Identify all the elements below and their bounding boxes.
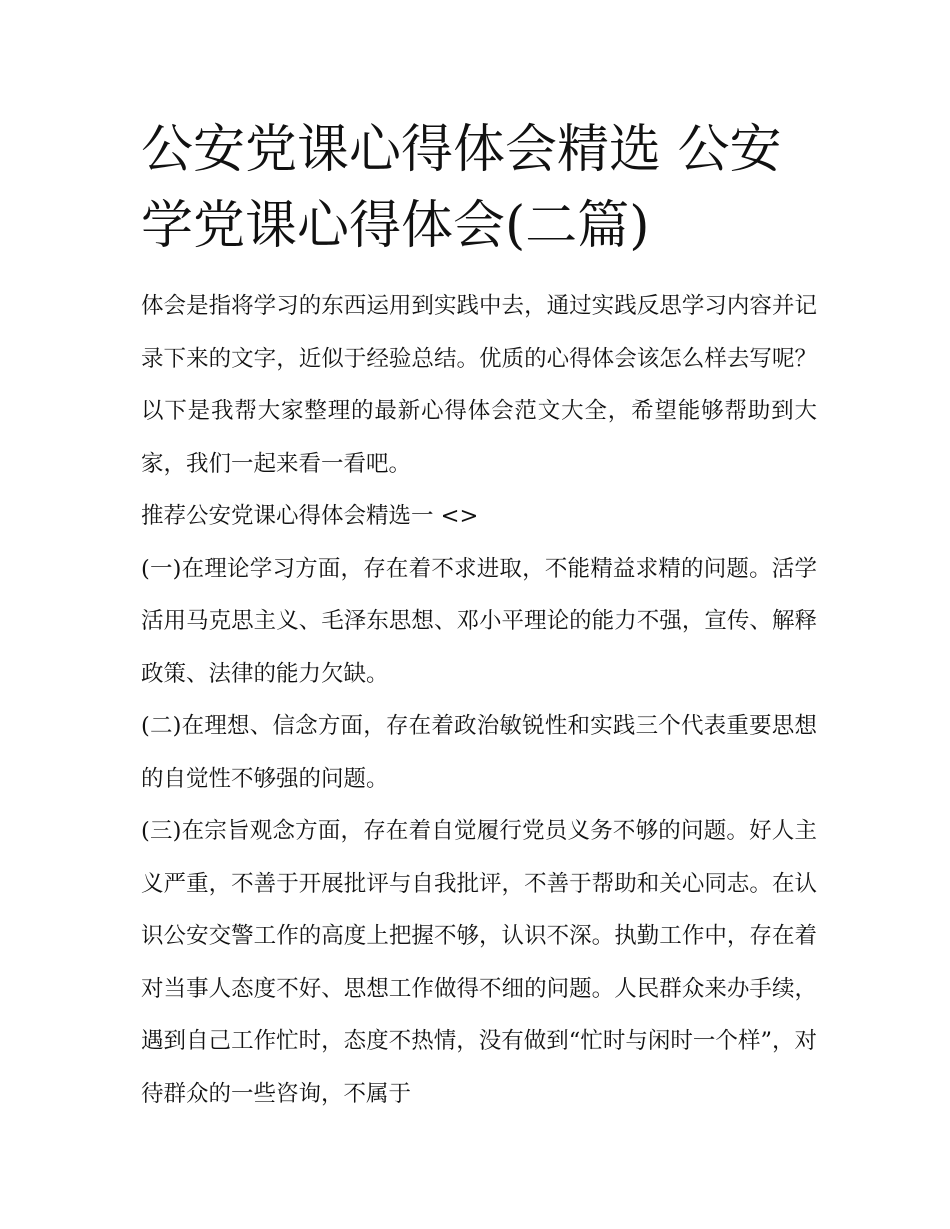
document-title: 公安党课心得体会精选 公安学党课心得体会(二篇) (141, 120, 782, 256)
section-heading: 推荐公安党课心得体会精选一 <> (141, 503, 479, 529)
intro-paragraph: 体会是指将学习的东西运用到实践中去，通过实践反思学习内容并记录下来的文字，近似于经验总结。优质的心得体会该怎么样去写呢？以下是我帮大家整理的最新心得体会范文大全，希望能够帮助到大家，我们一起来看一看吧。 (141, 293, 817, 477)
point-one-paragraph: (一)在理论学习方面，存在着不求进取，不能精益求精的问题。活学活用马克思主义、毛泽东思想、邓小平理论的能力不强，宣传、解释政策、法律的能力欠缺。 (141, 555, 817, 687)
point-three-paragraph: (三)在宗旨观念方面，存在着自觉履行党员义务不够的问题。好人主义严重，不善于开展批评与自我批评，不善于帮助和关心同志。在认识公安交警工作的高度上把握不够，认识不深。执勤工作中，存在着对当事人态度不好、思想工作做得不细的问题。人民群众来办手续，遇到自己工作忙时，态度不热情，没有做到“忙时与闲时一个样”，对待群众的一些咨询，不属于 (141, 818, 817, 1107)
point-two-paragraph: (二)在理想、信念方面，存在着政治敏锐性和实践三个代表重要思想的自觉性不够强的问题。 (141, 713, 817, 792)
document-body (141, 280, 817, 1120)
